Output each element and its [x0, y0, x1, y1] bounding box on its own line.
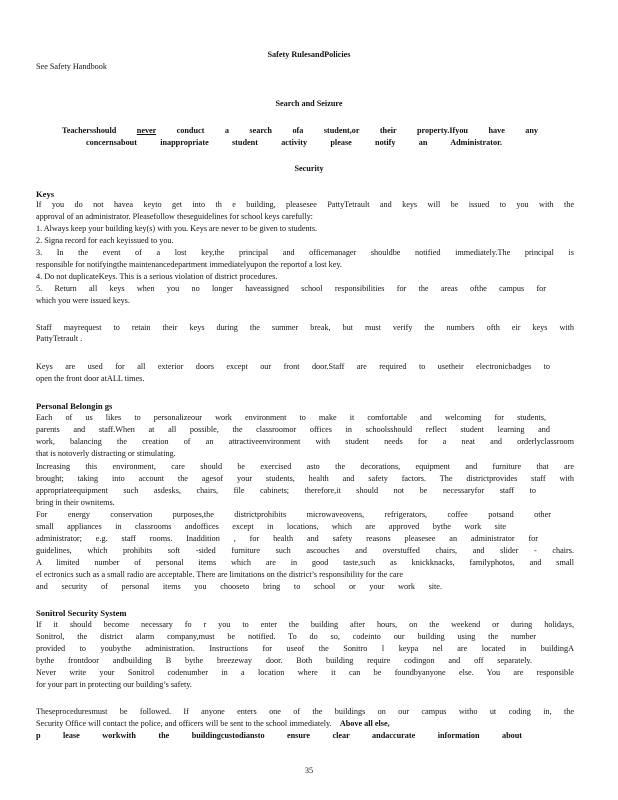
belongings-line: el ectronics such as a small radio are acceptable. There are limitations on the district’s responsibility for the care: [36, 570, 404, 579]
belongings-line: bring in their ownitems.: [36, 498, 115, 507]
keys-doors-line: open the front door atALL times.: [36, 374, 145, 383]
belongings-line: parents and staff.When at all possible, the classroomor offices in schoolsshould reflect student learning and: [36, 425, 550, 434]
keys-line: approval of an administrator. Pleasefollow theseguidelines for school keys carefully:: [36, 212, 313, 221]
belongings-line: Each of us likes to personalizeour work environment to make it comfortable and welcoming for students,: [36, 413, 546, 422]
belongings-line: guidelines, which prohibits soft -sided furniture such ascouches and overstuffed chairs, and slider - chairs.: [36, 546, 574, 555]
keys-line: If you do not havea keyto get into th e building, pleasesee PattyTetrault and keys will be issued to you with the: [36, 200, 574, 209]
sonitrol-procedures-text: Security Office will contact the police, and officers will be sent to the school immediately.: [36, 719, 332, 728]
sonitrol-line: bythe frontdoor andbuilding B bythe breezeway door. Both building require codingon and off separately.: [36, 656, 532, 665]
never-emphasis: never: [136, 126, 157, 135]
belongings-line: For energy conservation purposes,the districtprohibits microwaveovens, refrigerators, coffee potsand other: [36, 510, 551, 519]
search-text-a: Teachersshould: [62, 126, 117, 135]
keys-summer-line: Staff mayrequest to retain their keys during the summer break, but must verify the numbers ofth eir keys with: [36, 323, 574, 332]
belongings-line: Increasing this environment, care should be exercised asto the decorations, equipment and furniture that are: [36, 462, 574, 471]
sonitrol-line: Never write your Sonitrol codenumber in a location where it can be foundbyanyone else. You are responsible: [36, 668, 574, 677]
keys-summer-line: PattyTetrault .: [36, 334, 83, 343]
belongings-heading: Personal Belongin gs: [36, 401, 113, 411]
sonitrol-line: Sonitrol, the district alarm company,must be notified. To do so, codeinto our building using the number: [36, 632, 536, 641]
belongings-line: that is notoverly distracting or stimulating.: [36, 449, 176, 458]
belongings-line: A limited number of personal items which are in good taste,such as knickknacks, familyphotos, and small: [36, 558, 574, 567]
keys-line: 1. Always keep your building key(s) with you. Keys are never to be given to students.: [36, 224, 318, 233]
security-heading: Security: [294, 164, 324, 173]
belongings-line: small appliances in classrooms andoffices except in locations, which are approved bythe work site: [36, 522, 506, 531]
keys-line: 5. Return all keys when you no longer haveassigned school responsibilities for the areas ofthe campus for: [36, 284, 546, 293]
search-heading: Search and Seizure: [275, 99, 343, 108]
belongings-line: brought; taking into account the agesof your students, health and safety factors. The districtprovides staff with: [36, 474, 574, 483]
sonitrol-heading: Sonitrol Security System: [36, 608, 127, 618]
belongings-line: and security of personal items you chooseto bring to school or your work site.: [36, 582, 442, 591]
keys-line: 3. In the event of a lost key,the principal and officemanager shouldbe notified immediately.The principal is: [36, 248, 574, 257]
sonitrol-procedures-line: Theseproceduresmust be followed. If anyone enters one of the buildings on our campus witho ut coding in, the: [36, 707, 574, 716]
sonitrol-line: If it should become necessary fo r you to enter the building after hours, on the weekend or during holidays,: [36, 620, 574, 629]
keys-line: responsible for notifyingthe maintenancedepartment immediatelyupon the reportof a lost key.: [36, 260, 342, 269]
keys-heading: Keys: [36, 189, 55, 199]
sonitrol-line: provided to youbythe administration. Instructions for useof the Sonitro l keypa nel are located in buildingA: [36, 644, 574, 653]
search-text-b: conduct a search ofa student,or their property.Ifyou have any: [176, 126, 538, 135]
sonitrol-procedures-bold-line: p lease workwith the buildingcustodiansto ensure clear andaccurate information about: [36, 731, 522, 740]
above-all-emphasis: Above all else,: [339, 719, 390, 728]
keys-line: 2. Signa record for each keyissued to you.: [36, 236, 174, 245]
sonitrol-line: for your part in protecting our building’s safety.: [36, 680, 192, 689]
belongings-line: work, balancing the creation of an attractiveenvironment with student needs for a neat and orderlyclassroom: [36, 437, 574, 446]
page-number: 35: [304, 766, 314, 775]
subtitle: See Safety Handbook: [36, 62, 107, 71]
belongings-line: appropriateequipment such asdesks, chairs, file cabinets; therefore,it should not be necessaryfor staff to: [36, 486, 536, 495]
keys-doors-line: Keys are used for all exterior doors except our front door.Staff are required to usetheir electronicbadges to: [36, 362, 550, 371]
keys-line: which you were issued keys.: [36, 296, 130, 305]
search-paragraph-line-1: [62, 126, 538, 137]
page-title: Safety RulesandPolicies: [267, 50, 351, 59]
search-paragraph-line-2: concernsabout inappropriate student activity please notify an Administrator.: [86, 138, 502, 147]
keys-line: 4. Do not duplicateKeys. This is a serious violation of district procedures.: [36, 272, 278, 281]
sonitrol-procedures-line: [36, 719, 574, 730]
belongings-line: administrator; e.g. staff rooms. Inaddition , for health and safety reasons pleasesee an administrator for: [36, 534, 538, 543]
